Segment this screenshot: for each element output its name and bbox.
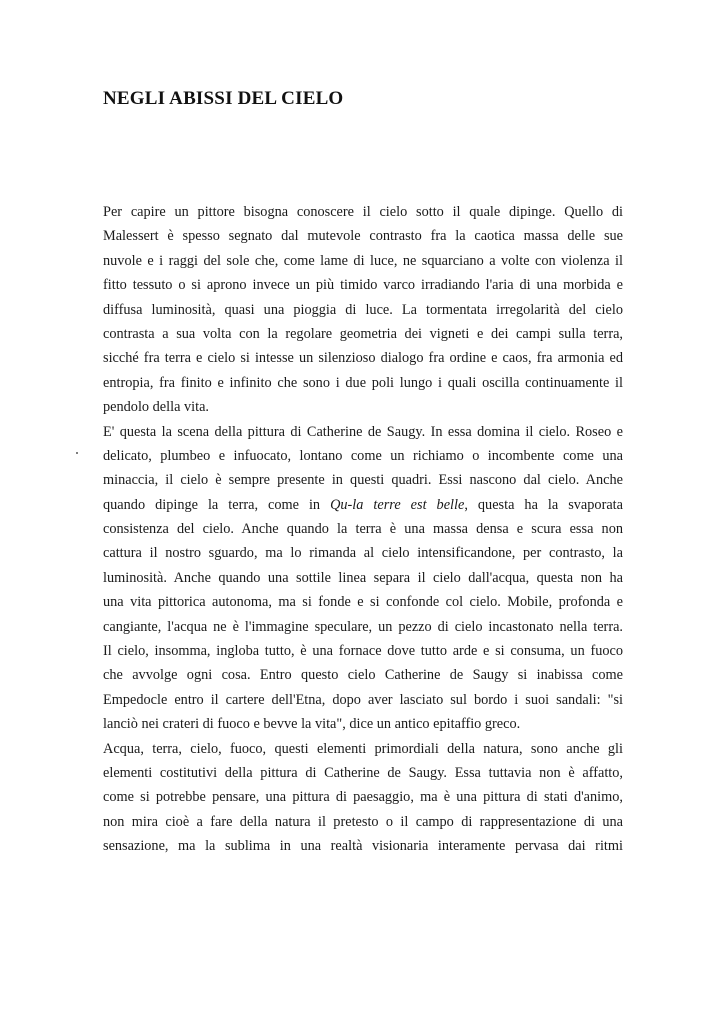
text-line: minaccia, il cielo è sempre presente in questi quadri. Essi nascono dal cielo. Anche [103, 472, 623, 489]
document-title: NEGLI ABISSI DEL CIELO [103, 88, 344, 109]
text-line: non mira cioè a fare della natura il pretesto o il campo di rappresentazione di una [103, 813, 623, 830]
line-text-after: , questa ha la svaporata [464, 496, 623, 513]
text-line: pendolo della vita. [103, 399, 210, 416]
text-line: elementi costitutivi della pittura di Catherine de Saugy. Essa tuttavia non è affatto, [103, 764, 623, 781]
text-line: una vita pittorica autonoma, ma si fonde e si confonde col cielo. Mobile, profonda e [103, 594, 623, 611]
text-line: Il cielo, insomma, ingloba tutto, è una fornace dove tutto arde e si consuma, un fuoco [103, 643, 623, 660]
text-line: Malessert è spesso segnato dal mutevole contrasto fra la caotica massa delle sue [103, 228, 623, 245]
body-text [103, 200, 623, 859]
text-line: Per capire un pittore bisogna conoscere il cielo sotto il quale dipinge. Quello di [103, 204, 623, 220]
text-line: luminosità. Anche quando una sottile linea separa il cielo dall'acqua, questa non ha [103, 569, 623, 586]
text-line: cangiante, l'acqua ne è l'immagine speculare, un pezzo di cielo incastonato nella terra. [103, 618, 623, 635]
text-line: Empedocle entro il cartere dell'Etna, dopo aver lasciato sul bordo i suoi sandali: "si [103, 691, 623, 708]
text-line: Acqua, terra, cielo, fuoco, questi elementi primordiali della natura, sono anche gli [103, 740, 623, 757]
text-line: lanciò nei crateri di fuoco e bevve la vita", dice un antico epitaffio greco. [103, 716, 521, 733]
text-line: entropia, fra finito e infinito che sono i due poli lungo i quali oscilla continuamente il [103, 374, 623, 391]
text-line: delicato, plumbeo e infuocato, lontano come un richiamo o incombente come una [103, 447, 623, 464]
text-line: nuvole e i raggi del sole che, come lame di luce, ne squarciano a volte con violenza il [103, 252, 623, 269]
text-line: E' questa la scena della pittura di Catherine de Saugy. In essa domina il cielo. Roseo e [103, 423, 623, 440]
text-line: sicché fra terra e cielo si intesse un silenzioso dialogo fra ordine e caos, fra armonia ed [103, 350, 623, 367]
text-line: come si potrebbe pensare, una pittura di paesaggio, ma è una pittura di stati d'animo, [103, 789, 623, 806]
text-line: fitto tessuto o si aprono invece un più timido varco irradiando l'aria di una morbida e [103, 277, 623, 294]
scan-speck [76, 452, 78, 454]
text-line: cattura il nostro sguardo, ma lo rimanda al cielo intensificandone, per contrasto, la [103, 545, 623, 562]
text-line-with-title [103, 493, 623, 517]
text-line: consistenza del cielo. Anche quando la terra è una massa densa e scura essa non [103, 521, 623, 538]
line-text-before: quando dipinge la terra, come in [103, 496, 331, 513]
text-line: che avvolge ogni cosa. Entro questo cielo Catherine de Saugy si inabissa come [103, 667, 623, 684]
artwork-title: Qu-la terre est belle [330, 496, 465, 513]
text-line: contrasta a sua volta con la regolare geometria dei vigneti e dei campi sulla terra, [103, 325, 623, 342]
text-line: diffusa luminosità, quasi una pioggia di luce. La tormentata irregolarità del cielo [103, 301, 623, 318]
text-line: sensazione, ma la sublima in una realtà visionaria interamente pervasa dai ritmi [103, 838, 623, 855]
